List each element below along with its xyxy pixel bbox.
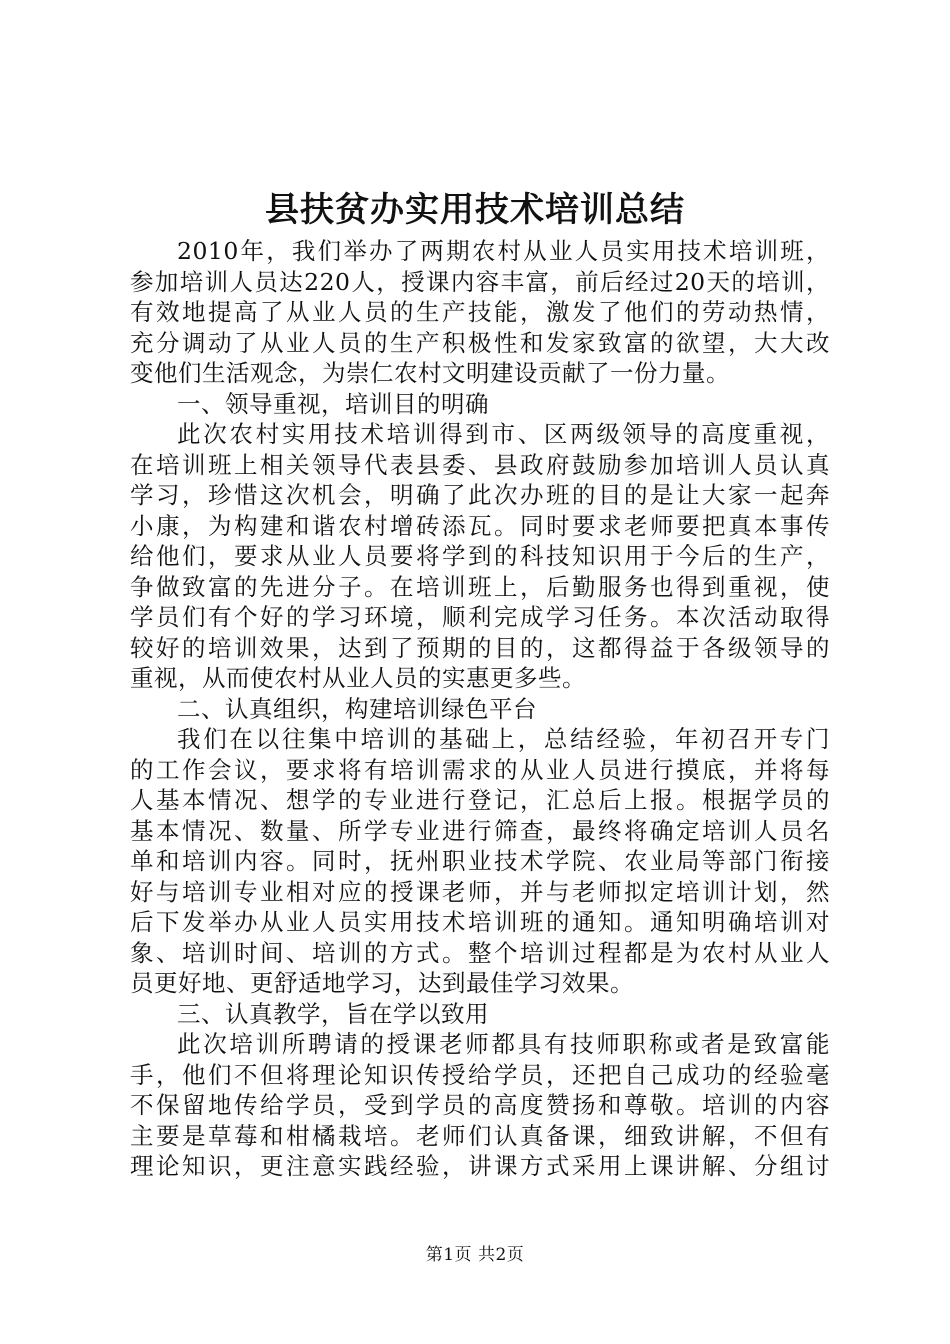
paragraph-line: 员更好地、更舒适地学习，达到最佳学习效果。 xyxy=(130,969,634,997)
paragraph-line: 主要是草莓和柑橘栽培。老师们认真备课，细致讲解，不但有 xyxy=(130,1121,830,1150)
paragraph-line: 人基本情况、想学的专业进行登记，汇总后上报。根据学员的 xyxy=(130,786,830,814)
paragraph-line: 充分调动了从业人员的生产积极性和发家致富的欲望，大大改 xyxy=(130,328,830,357)
paragraph-line: 不保留地传给学员，受到学员的高度赞扬和尊敬。培训的内容 xyxy=(130,1091,830,1119)
section-heading: 三、认真教学，旨在学以致用 xyxy=(177,999,489,1028)
paragraph-line: 单和培训内容。同时，抚州职业技术学院、农业局等部门衔接 xyxy=(130,847,830,875)
paragraph-line: 我们在以往集中培训的基础上，总结经验，年初召开专门 xyxy=(177,725,830,753)
paragraph-line: 给他们，要求从业人员要将学到的科技知识用于今后的生产， xyxy=(130,542,830,570)
paragraph-line: 变他们生活观念，为崇仁农村文明建设贡献了一份力量。 xyxy=(130,359,730,387)
paragraph-line: 重视，从而使农村从业人员的实惠更多些。 xyxy=(130,664,586,692)
paragraph-line: 此次农村实用技术培训得到市、区两级领导的高度重视， xyxy=(177,420,830,448)
section-heading: 一、领导重视，培训目的明确 xyxy=(177,389,489,418)
page-footer: 第1页 共2页 xyxy=(425,1245,525,1265)
paragraph-line: 有效地提高了从业人员的生产技能，激发了他们的劳动热情， xyxy=(130,298,830,326)
paragraph-line: 2010年，我们举办了两期农村从业人员实用技术培训班， xyxy=(177,237,830,265)
paragraph-line: 此次培训所聘请的授课老师都具有技师职称或者是致富能 xyxy=(177,1030,830,1058)
paragraph-line: 好与培训专业相对应的授课老师，并与老师拟定培训计划，然 xyxy=(130,877,830,906)
paragraph-line: 参加培训人员达220人，授课内容丰富，前后经过20天的培训， xyxy=(130,267,830,296)
paragraph-line: 在培训班上相关领导代表县委、县政府鼓励参加培训人员认真 xyxy=(130,450,830,479)
paragraph-line: 的工作会议，要求将有培训需求的从业人员进行摸底，并将每 xyxy=(130,755,830,784)
document-body xyxy=(130,236,830,1182)
paragraph-line: 小康，为构建和谐农村增砖添瓦。同时要求老师要把真本事传 xyxy=(130,511,830,540)
paragraph-line: 基本情况、数量、所学专业进行筛查，最终将确定培训人员名 xyxy=(130,816,830,845)
paragraph-line: 争做致富的先进分子。在培训班上，后勤服务也得到重视，使 xyxy=(130,572,830,601)
paragraph-line: 手，他们不但将理论知识传授给学员，还把自己成功的经验毫 xyxy=(130,1060,830,1089)
paragraph-line: 理论知识，更注意实践经验，讲课方式采用上课讲解、分组讨 xyxy=(130,1152,830,1180)
document-title: 县扶贫办实用技术培训总结 xyxy=(265,190,685,230)
paragraph-line: 后下发举办从业人员实用技术培训班的通知。通知明确培训对 xyxy=(130,908,830,936)
paragraph-line: 学员们有个好的学习环境，顺利完成学习任务。本次活动取得 xyxy=(130,603,830,631)
paragraph-line: 学习，珍惜这次机会，明确了此次办班的目的是让大家一起奔 xyxy=(130,481,830,509)
paragraph-line: 较好的培训效果，达到了预期的目的，这都得益于各级领导的 xyxy=(130,633,830,662)
paragraph-line: 象、培训时间、培训的方式。整个培训过程都是为农村从业人 xyxy=(130,938,830,967)
section-heading: 二、认真组织，构建培训绿色平台 xyxy=(177,694,537,723)
